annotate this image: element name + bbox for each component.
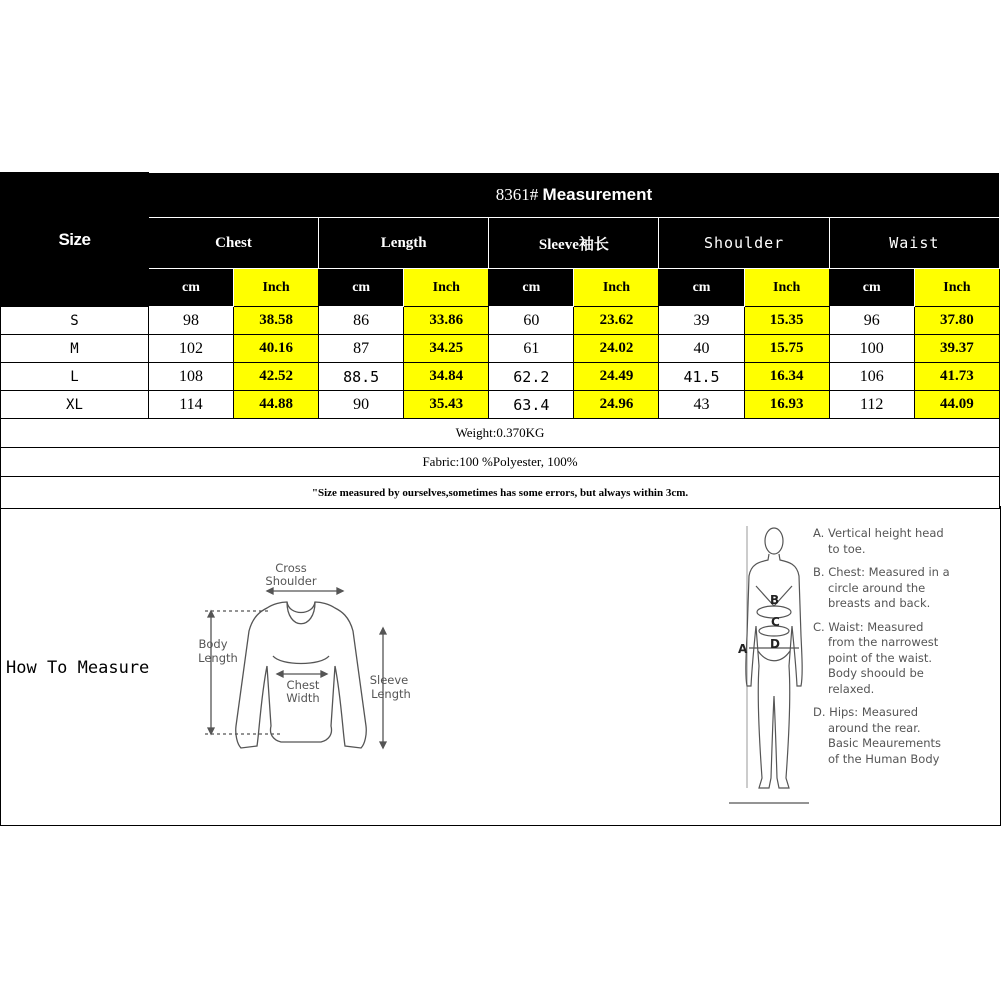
note-line: of the Human Body	[828, 751, 940, 766]
table-row	[1, 307, 1000, 335]
inch-value: 42.52	[234, 363, 319, 391]
cm-value: 61	[489, 335, 574, 363]
inch-value: 15.35	[744, 307, 829, 335]
size-label: S	[1, 307, 149, 335]
human-body-diagram	[729, 516, 809, 806]
hip-line	[758, 651, 790, 661]
cm-value: 98	[148, 307, 233, 335]
column-shoulder: Shoulder	[659, 218, 829, 269]
inch-value: 39.37	[914, 335, 999, 363]
cross-shoulder-label-line2: Shoulder	[265, 574, 317, 588]
how-to-measure-section	[0, 506, 1001, 826]
note-line: point of the waist.	[828, 650, 933, 665]
size-label: XL	[1, 391, 149, 419]
table-row	[1, 391, 1000, 419]
note-line: Body shoould be	[828, 666, 924, 680]
weight-info: Weight:0.370KG	[1, 419, 1000, 448]
how-to-measure-label: How To Measure	[6, 658, 150, 678]
unit-cm: cm	[148, 269, 233, 307]
cm-value: 60	[489, 307, 574, 335]
unit-inch: Inch	[234, 269, 319, 307]
size-chart-sheet	[0, 172, 1001, 827]
cm-value: 63.4	[489, 391, 574, 419]
note-line: Basic Meaurements	[828, 736, 942, 750]
inch-value: 24.49	[574, 363, 659, 391]
note-line: A. Vertical height head	[813, 526, 944, 540]
note-line: around the rear.	[828, 720, 921, 735]
note-b	[813, 565, 993, 612]
inch-value: 38.58	[234, 307, 319, 335]
cm-value: 86	[319, 307, 404, 335]
unit-inch: Inch	[404, 269, 489, 307]
title-code: 8361#	[495, 185, 539, 204]
inch-value: 16.34	[744, 363, 829, 391]
note-line: D. Hips: Measured	[813, 705, 919, 719]
note-line: B. Chest: Measured in a	[813, 565, 950, 579]
chest-width-label-line2: Width	[286, 691, 320, 705]
inch-value: 34.25	[404, 335, 489, 363]
cm-value: 90	[319, 391, 404, 419]
body-head	[765, 528, 783, 554]
letter-c: C	[771, 615, 780, 629]
note-c	[813, 620, 993, 698]
cm-value: 88.5	[319, 363, 404, 391]
body-length-label-line1: Body	[198, 637, 228, 651]
note-d	[813, 705, 993, 767]
size-label: M	[1, 335, 149, 363]
sleeve-length-label-line1: Sleeve	[369, 673, 409, 687]
sleeve-length-label-line2: Length	[371, 687, 411, 701]
cm-value: 62.2	[489, 363, 574, 391]
inch-value: 33.86	[404, 307, 489, 335]
garment-seam	[273, 656, 329, 664]
unit-cm: cm	[829, 269, 914, 307]
letter-d: D	[770, 637, 780, 651]
inch-value: 44.88	[234, 391, 319, 419]
inch-value: 34.84	[404, 363, 489, 391]
table-row	[1, 335, 1000, 363]
size-note: "Size measured by ourselves,sometimes has some errors, but always within 3cm.	[1, 477, 1000, 509]
unit-cm: cm	[319, 269, 404, 307]
table-row	[1, 363, 1000, 391]
column-chest: Chest	[148, 218, 318, 269]
cm-value: 100	[829, 335, 914, 363]
column-waist: Waist	[829, 218, 999, 269]
table-title	[148, 173, 999, 218]
column-sleeve: Sleeve袖长	[489, 218, 659, 269]
cm-value: 41.5	[659, 363, 744, 391]
unit-cm: cm	[659, 269, 744, 307]
unit-inch: Inch	[574, 269, 659, 307]
inch-value: 41.73	[914, 363, 999, 391]
cm-value: 106	[829, 363, 914, 391]
cm-value: 114	[148, 391, 233, 419]
unit-inch: Inch	[914, 269, 999, 307]
body-outline	[746, 554, 802, 788]
unit-cm: cm	[489, 269, 574, 307]
note-line: C. Waist: Measured	[813, 619, 924, 634]
cm-value: 40	[659, 335, 744, 363]
column-length: Length	[319, 218, 489, 269]
cm-value: 96	[829, 307, 914, 335]
size-label: L	[1, 363, 149, 391]
inch-value: 40.16	[234, 335, 319, 363]
letter-b: B	[770, 593, 780, 607]
inch-value: 37.80	[914, 307, 999, 335]
chest-width-label-line1: Chest	[286, 678, 320, 692]
cm-value: 112	[829, 391, 914, 419]
cm-value: 102	[148, 335, 233, 363]
inch-value: 23.62	[574, 307, 659, 335]
cross-shoulder-label-line1: Cross	[275, 561, 307, 575]
note-line: to toe.	[828, 541, 866, 556]
body-length-label-line2: Length	[198, 651, 238, 665]
fabric-info: Fabric:100 %Polyester, 100%	[1, 448, 1000, 477]
note-line: relaxed.	[828, 681, 875, 696]
letter-a: A	[738, 642, 748, 656]
note-a	[813, 526, 993, 557]
cm-value: 108	[148, 363, 233, 391]
body-measure-notes	[813, 526, 993, 775]
inch-value: 24.96	[574, 391, 659, 419]
cm-value: 43	[659, 391, 744, 419]
size-table	[0, 172, 1000, 509]
inch-value: 15.75	[744, 335, 829, 363]
inch-value: 16.93	[744, 391, 829, 419]
cm-value: 87	[319, 335, 404, 363]
unit-inch: Inch	[744, 269, 829, 307]
inch-value: 35.43	[404, 391, 489, 419]
note-line: breasts and back.	[828, 596, 931, 610]
note-line: circle around the	[828, 580, 926, 595]
inch-value: 24.02	[574, 335, 659, 363]
title-text: Measurement	[542, 185, 653, 204]
cm-value: 39	[659, 307, 744, 335]
inch-value: 44.09	[914, 391, 999, 419]
note-line: from the narrowest	[828, 635, 939, 649]
size-header: Size	[1, 173, 149, 307]
garment-measure-diagram	[191, 556, 431, 756]
